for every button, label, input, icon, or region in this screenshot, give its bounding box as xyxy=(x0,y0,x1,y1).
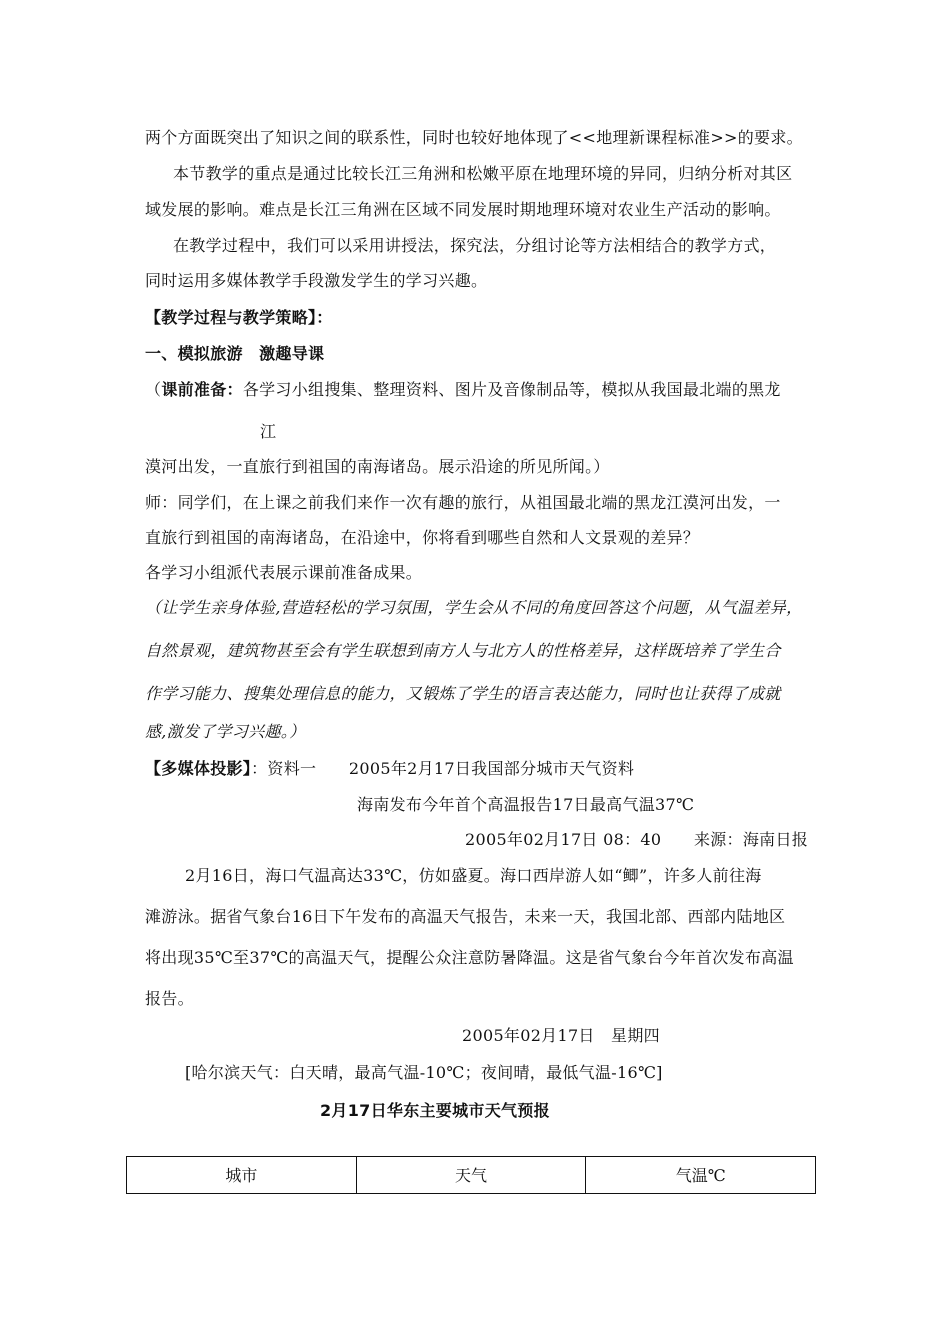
teacher-line-3: 各学习小组派代表展示课前准备成果。 xyxy=(145,563,423,582)
teacher-line-2: 直旅行到祖国的南海诸岛，在沿途中，你将看到哪些自然和人文景观的差异？ xyxy=(145,528,700,547)
intro-paragraph-2-line-2: 域发展的影响。难点是长江三角洲在区域不同发展时期地理环境对农业生产活动的影响。 xyxy=(145,200,781,219)
prep-line-2: 江 xyxy=(260,422,277,441)
teacher-line-1: 师：同学们，在上课之前我们来作一次有趣的旅行，从祖国最北端的黑龙江漠河出发，一 xyxy=(145,493,781,512)
intro-paragraph-1: 两个方面既突出了知识之间的联系性，同时也较好地体现了<<地理新课程标准>>的要求。 xyxy=(145,128,803,147)
news-body-line-2: 滩游泳。据省气象台16日下午发布的高温天气报告，未来一天，我国北部、西部内陆地区 xyxy=(145,907,786,926)
news-meta: 2005年02月17日 08：40 来源：海南日报 xyxy=(465,830,809,849)
intro-paragraph-3-line-1: 在教学过程中，我们可以采用讲授法，探究法，分组讨论等方法相结合的教学方式， xyxy=(173,236,777,255)
section-subheading: 一、模拟旅游 激趣导课 xyxy=(145,344,325,363)
multimedia-label: 【多媒体投影】 xyxy=(145,759,252,778)
header-weather: 天气 xyxy=(356,1157,586,1194)
prep-open-paren: （ xyxy=(145,380,162,399)
forecast-table-header-row xyxy=(127,1157,816,1194)
prep-line-3: 漠河出发，一直旅行到祖国的南海诸岛。展示沿途的所见所闻。） xyxy=(145,457,610,476)
header-city: 城市 xyxy=(127,1157,357,1194)
note-line-1: （让学生亲身体验,营造轻松的学习氛围，学生会从不同的角度回答这个问题，从气温差异， xyxy=(145,598,803,617)
multimedia-text: ：资料一 2005年2月17日我国部分城市天气资料 xyxy=(251,759,635,778)
note-line-2: 自然景观，建筑物甚至会有学生联想到南方人与北方人的性格差异，这样既培养了学生合 xyxy=(145,641,781,660)
note-line-4: 感,激发了学习兴趣。） xyxy=(145,722,306,741)
multimedia-line xyxy=(145,758,634,780)
prep-line-1-text: 各学习小组搜集、整理资料、图片及音像制品等，模拟从我国最北端的黑龙 xyxy=(242,380,781,399)
date-line: 2005年02月17日 星期四 xyxy=(462,1026,660,1045)
news-body-line-4: 报告。 xyxy=(145,989,194,1008)
news-body-line-1: 2月16日，海口气温高达33℃，仿如盛夏。海口西岸游人如“鲫”，许多人前往海 xyxy=(185,866,762,885)
harbin-weather: [哈尔滨天气：白天晴，最高气温-10℃；夜间晴，最低气温-16℃] xyxy=(185,1063,663,1082)
intro-paragraph-2-line-1: 本节教学的重点是通过比较长江三角洲和松嫩平原在地理环境的异同，归纳分析对其区 xyxy=(173,164,793,183)
news-body-line-3: 将出现35℃至37℃的高温天气，提醒公众注意防暑降温。这是省气象台今年首次发布高温 xyxy=(145,948,794,967)
news-title: 海南发布今年首个高温报告17日最高气温37℃ xyxy=(357,795,695,814)
note-line-3: 作学习能力、搜集处理信息的能力，又锻炼了学生的语言表达能力，同时也让获得了成就 xyxy=(145,684,781,703)
section-heading: 【教学过程与教学策略】： xyxy=(145,308,333,327)
intro-paragraph-3-line-2: 同时运用多媒体教学手段激发学生的学习兴趣。 xyxy=(145,271,488,290)
header-temperature: 气温℃ xyxy=(586,1157,816,1194)
forecast-table xyxy=(126,1156,816,1194)
prep-label: 课前准备： xyxy=(161,380,243,399)
prep-line-1 xyxy=(145,379,781,401)
forecast-title: 2月17日华东主要城市天气预报 xyxy=(320,1101,550,1120)
